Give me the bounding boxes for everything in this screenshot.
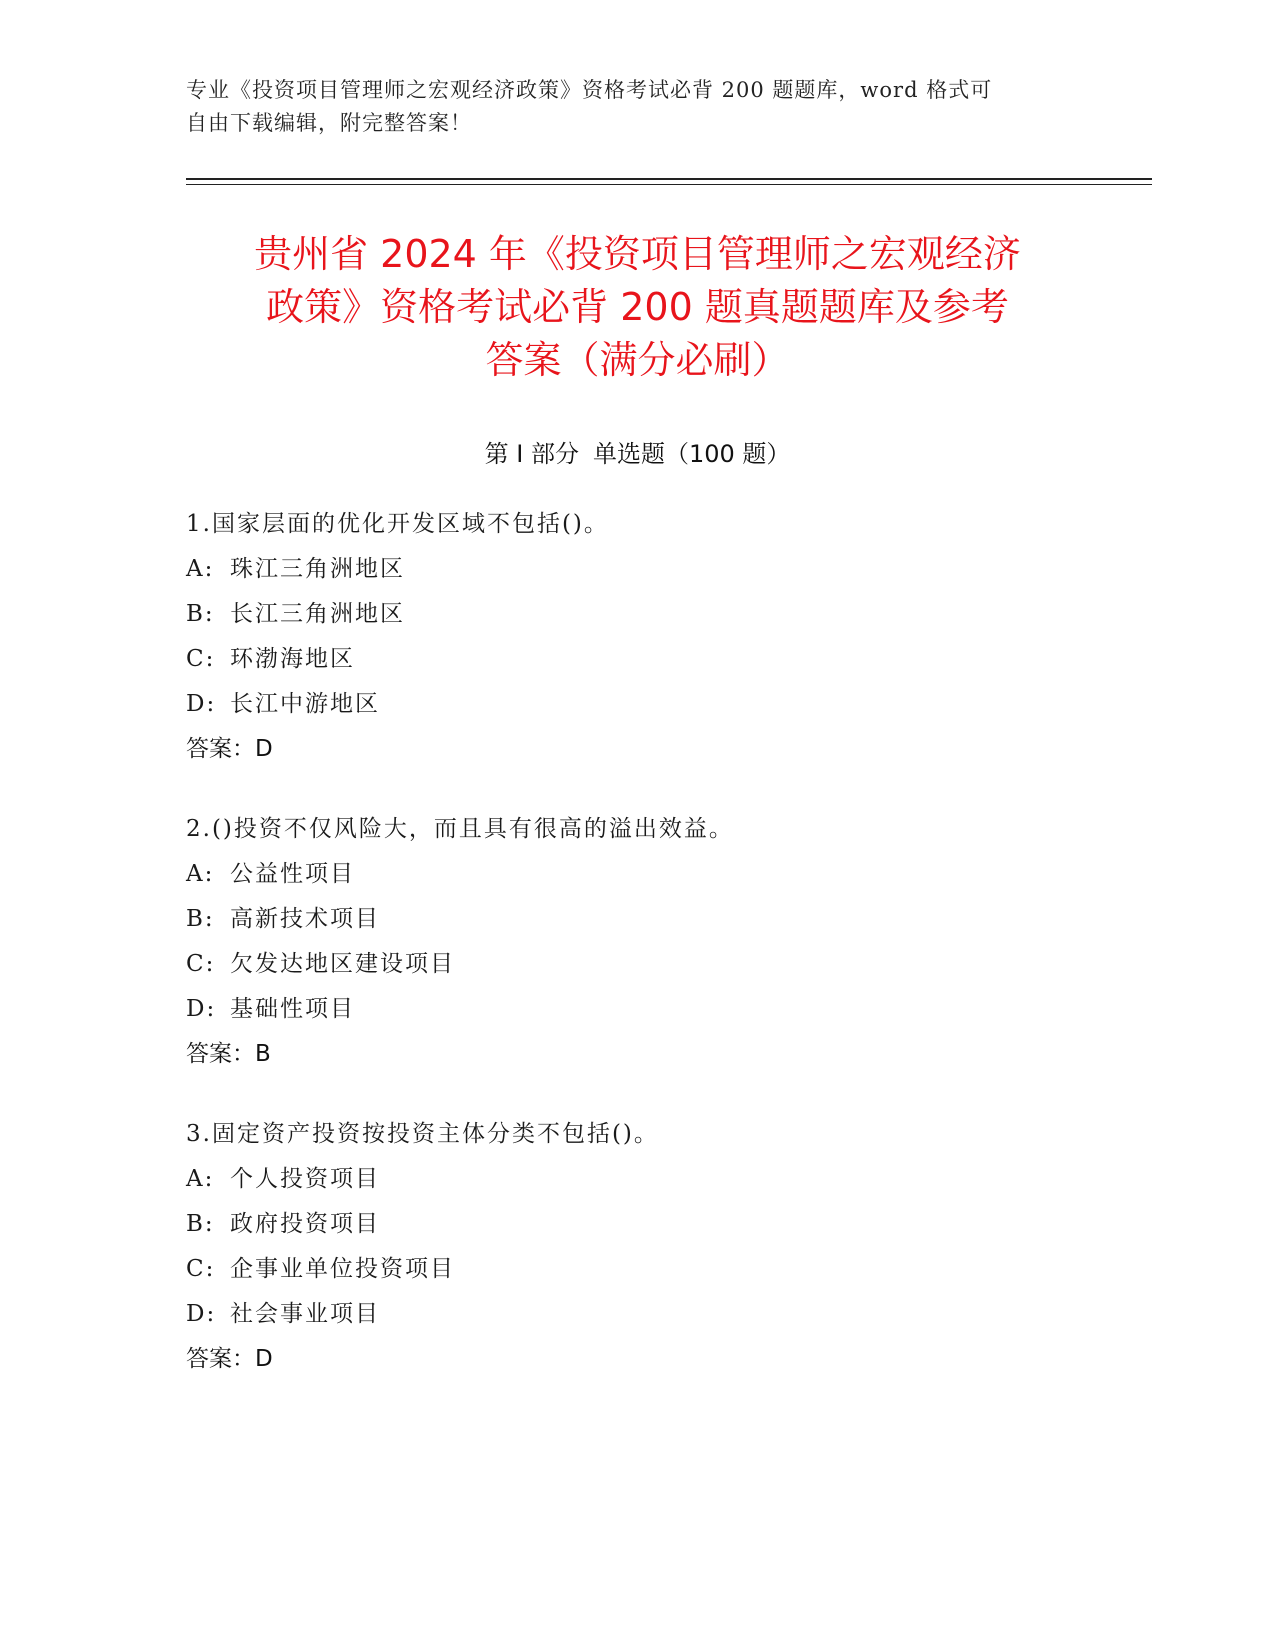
option-key: C:	[186, 646, 216, 672]
option-a	[186, 547, 1186, 592]
document-title-line: 答案（满分必刷）	[485, 338, 790, 382]
option-key: D:	[186, 996, 217, 1022]
option-d	[186, 987, 1186, 1032]
section-part-label: 第 I 部分	[484, 440, 579, 468]
option-b	[186, 897, 1186, 942]
option-key: C:	[186, 951, 216, 977]
option-c	[186, 1247, 1186, 1292]
option-text: 个人投资项目	[230, 1166, 380, 1192]
section-name-label: 单选题（100 题）	[592, 440, 791, 468]
question-stem: 1.国家层面的优化开发区域不包括()。	[186, 511, 609, 537]
question-item	[186, 502, 1186, 772]
option-text: 珠江三角洲地区	[230, 556, 405, 582]
option-text: 长江中游地区	[230, 691, 380, 717]
option-key: B:	[186, 906, 215, 932]
document-title	[180, 228, 1095, 387]
header-note-line: 专业《投资项目管理师之宏观经济政策》资格考试必背 200 题题库，word 格式可	[186, 78, 993, 102]
option-text: 基础性项目	[230, 996, 355, 1022]
document-title-line: 贵州省 2024 年《投资项目管理师之宏观经济	[254, 232, 1021, 276]
option-a	[186, 1157, 1186, 1202]
question-item	[186, 1112, 1186, 1382]
option-text: 高新技术项目	[230, 906, 380, 932]
option-text: 企事业单位投资项目	[230, 1256, 455, 1282]
option-text: 社会事业项目	[230, 1301, 380, 1327]
option-key: A:	[186, 556, 215, 582]
document-title-line: 政策》资格考试必背 200 题真题题库及参考	[266, 285, 1009, 329]
option-key: B:	[186, 601, 215, 627]
header-note-line: 自由下载编辑，附完整答案！	[186, 111, 472, 135]
section-heading	[0, 436, 1275, 472]
header-divider-thin	[186, 184, 1152, 185]
option-text: 欠发达地区建设项目	[230, 951, 455, 977]
option-key: D:	[186, 1301, 217, 1327]
question-stem: 3.固定资产投资按投资主体分类不包括()。	[186, 1121, 659, 1147]
option-key: D:	[186, 691, 217, 717]
option-text: 长江三角洲地区	[230, 601, 405, 627]
header-note	[186, 74, 1066, 140]
option-a	[186, 852, 1186, 897]
answer-line: 答案：B	[186, 1041, 271, 1067]
question-item	[186, 807, 1186, 1077]
option-text: 环渤海地区	[230, 646, 355, 672]
option-c	[186, 942, 1186, 987]
option-key: B:	[186, 1211, 215, 1237]
option-text: 政府投资项目	[230, 1211, 380, 1237]
option-b	[186, 592, 1186, 637]
answer-line: 答案：D	[186, 736, 273, 762]
option-key: A:	[186, 1166, 215, 1192]
option-d	[186, 682, 1186, 727]
option-key: A:	[186, 861, 215, 887]
option-b	[186, 1202, 1186, 1247]
option-d	[186, 1292, 1186, 1337]
option-text: 公益性项目	[230, 861, 355, 887]
answer-line: 答案：D	[186, 1346, 273, 1372]
option-c	[186, 637, 1186, 682]
option-key: C:	[186, 1256, 216, 1282]
question-stem: 2.()投资不仅风险大，而且具有很高的溢出效益。	[186, 816, 734, 842]
header-divider-thick	[186, 178, 1152, 180]
